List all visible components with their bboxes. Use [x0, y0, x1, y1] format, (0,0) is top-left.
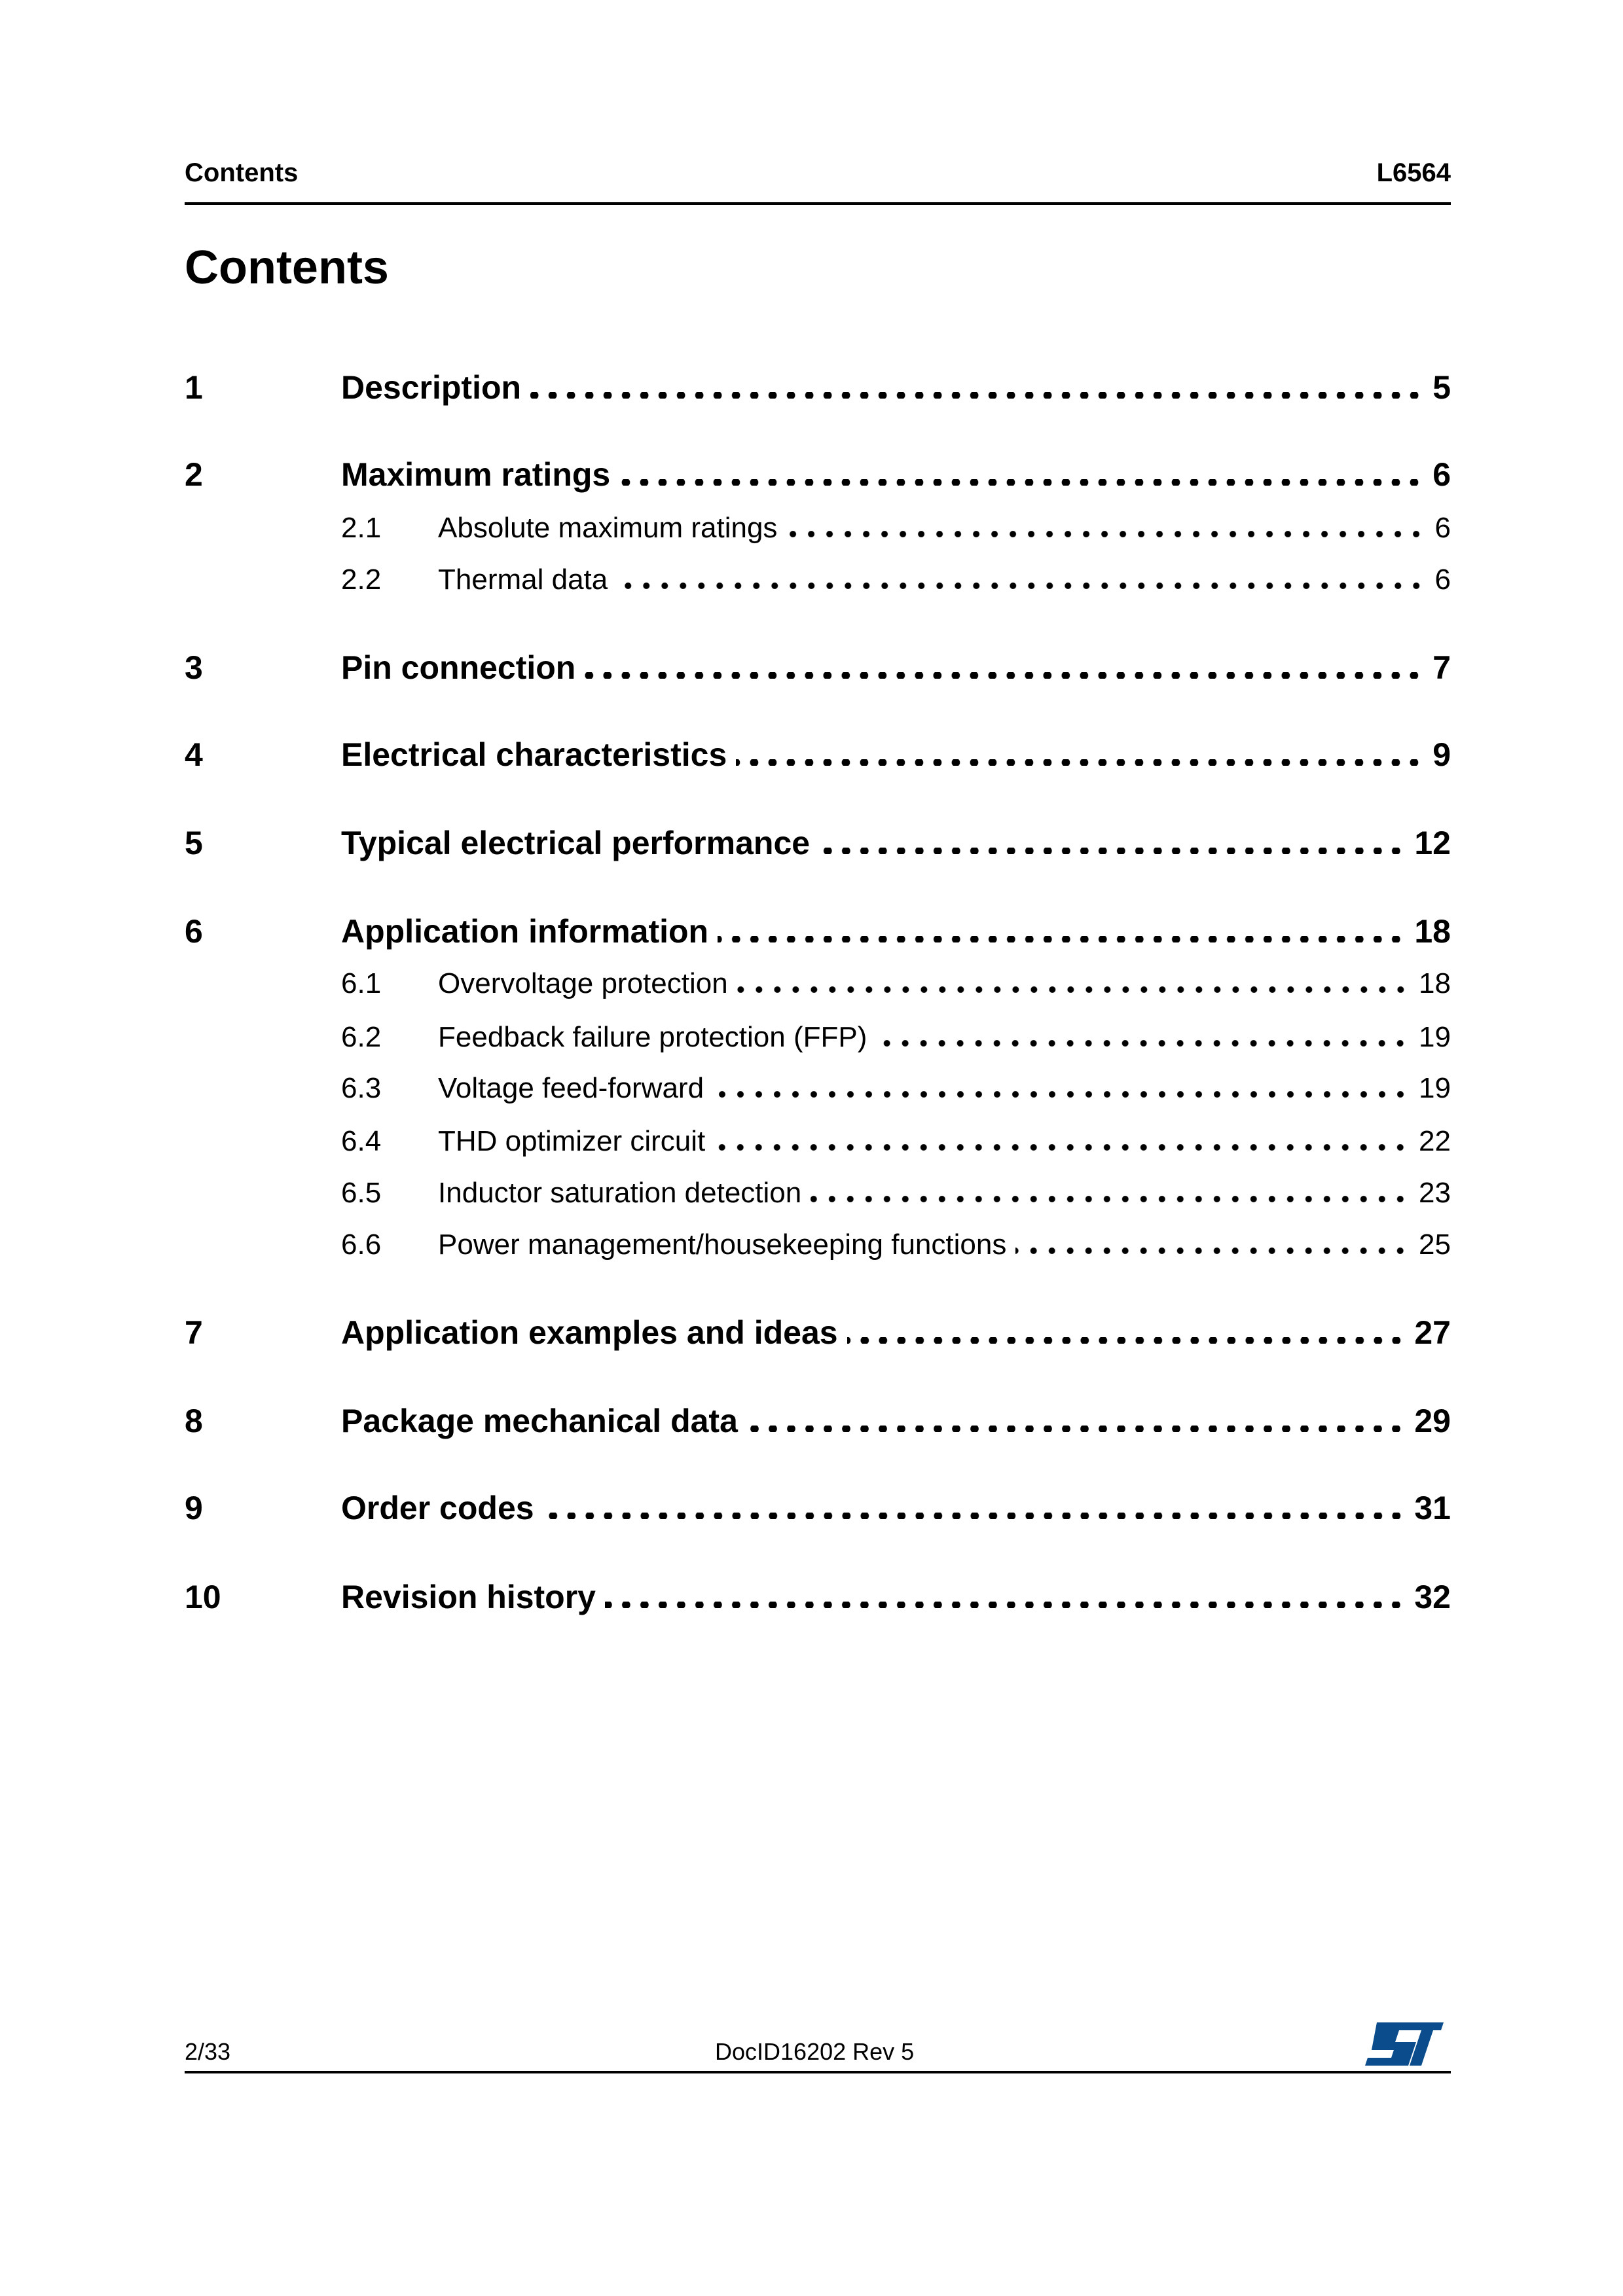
toc-entry-page[interactable]: 22: [1419, 1125, 1451, 1157]
page-number: 2/33: [185, 2038, 231, 2065]
toc-entry-page[interactable]: 29: [1414, 1403, 1451, 1439]
toc-entry-page[interactable]: 19: [1419, 1021, 1451, 1053]
toc-entry-title[interactable]: Application examples and ideas: [341, 1314, 838, 1351]
toc-entry-title[interactable]: Pin connection: [341, 649, 576, 686]
toc-entry-title[interactable]: Typical electrical performance: [341, 825, 811, 861]
toc-entry-title[interactable]: Feedback failure protection (FFP): [438, 1021, 867, 1053]
dot-leader: [786, 531, 1425, 537]
footer-rule: [185, 2071, 1451, 2073]
toc-entry[interactable]: [185, 368, 1451, 406]
toc-entry[interactable]: [185, 1021, 1451, 1054]
header-rule: [185, 202, 1451, 205]
toc-entry-number: 8: [185, 1403, 203, 1439]
toc-entry-title[interactable]: Order codes: [341, 1490, 534, 1526]
toc-entry-page[interactable]: 12: [1414, 825, 1451, 861]
toc-entry-title[interactable]: Package mechanical data: [341, 1403, 738, 1439]
toc-entry[interactable]: [185, 967, 1451, 1000]
toc-entry[interactable]: [185, 1072, 1451, 1105]
toc-entry-number: 10: [185, 1579, 221, 1615]
toc-entry-number: 2.1: [341, 512, 382, 544]
toc-entry-title[interactable]: Inductor saturation detection: [438, 1177, 802, 1209]
toc-entry[interactable]: [185, 1177, 1451, 1210]
toc-entry-page[interactable]: 32: [1414, 1579, 1451, 1615]
dot-leader: [543, 1513, 1406, 1519]
toc-entry-page[interactable]: 23: [1419, 1177, 1451, 1209]
toc-entry-title[interactable]: THD optimizer circuit: [438, 1125, 706, 1157]
toc-entry[interactable]: [185, 1489, 1451, 1527]
toc-entry-number: 6.6: [341, 1229, 382, 1261]
toc-entry-title[interactable]: Absolute maximum ratings: [438, 512, 778, 544]
toc-entry-page[interactable]: 7: [1432, 649, 1451, 686]
toc-entry-number: 3: [185, 649, 203, 686]
toc-entry-title[interactable]: Voltage feed-forward: [438, 1072, 704, 1104]
toc-entry[interactable]: [185, 736, 1451, 774]
toc-entry-page[interactable]: 6: [1432, 456, 1451, 493]
toc-entry-number: 6.4: [341, 1125, 382, 1157]
header-section: Contents: [185, 158, 299, 187]
toc-entry-number: 6.3: [341, 1072, 382, 1104]
toc-entry-title[interactable]: Electrical characteristics: [341, 736, 727, 773]
toc-entry-title[interactable]: Thermal data: [438, 564, 608, 596]
dot-leader: [714, 1144, 1410, 1151]
toc-entry[interactable]: [185, 824, 1451, 862]
toc-entry-page[interactable]: 31: [1414, 1490, 1451, 1526]
dot-leader: [585, 672, 1423, 679]
toc-entry-page[interactable]: 6: [1434, 564, 1451, 596]
dot-leader: [713, 1091, 1410, 1098]
toc-entry-title[interactable]: Overvoltage protection: [438, 967, 728, 999]
toc-entry-number: 5: [185, 825, 203, 861]
toc-entry-number: 2: [185, 456, 203, 493]
dot-leader: [619, 479, 1423, 486]
toc-entry[interactable]: [185, 649, 1451, 687]
toc-entry-title[interactable]: Application information: [341, 913, 709, 950]
toc-entry-title[interactable]: Power management/housekeeping functions: [438, 1229, 1007, 1261]
page-title: Contents: [185, 242, 389, 294]
toc-entry-number: 6: [185, 913, 203, 950]
toc-entry-number: 7: [185, 1314, 203, 1351]
toc-entry-page[interactable]: 6: [1434, 512, 1451, 544]
toc-entry[interactable]: [185, 564, 1451, 596]
toc-entry[interactable]: [185, 1314, 1451, 1352]
toc-entry-number: 1: [185, 369, 203, 406]
toc-entry[interactable]: [185, 1229, 1451, 1261]
toc-entry-page[interactable]: 19: [1419, 1072, 1451, 1104]
dot-leader: [605, 1602, 1405, 1608]
dot-leader: [847, 1337, 1406, 1344]
doc-id: DocID16202 Rev 5: [715, 2038, 915, 2065]
toc-entry-page[interactable]: 9: [1432, 736, 1451, 773]
toc-entry-page[interactable]: 5: [1432, 369, 1451, 406]
toc-entry-title[interactable]: Maximum ratings: [341, 456, 611, 493]
dot-leader: [530, 392, 1423, 399]
toc-entry-number: 4: [185, 736, 203, 773]
dot-leader: [736, 759, 1423, 766]
dot-leader: [819, 848, 1405, 854]
st-logo: [1365, 2022, 1444, 2066]
toc-entry-page[interactable]: 18: [1419, 967, 1451, 999]
toc-entry-number: 9: [185, 1490, 203, 1526]
toc-entry-page[interactable]: 27: [1414, 1314, 1451, 1351]
toc-entry-page[interactable]: 25: [1419, 1229, 1451, 1261]
toc-entry-number: 6.1: [341, 967, 382, 999]
toc-entry-number: 6.2: [341, 1021, 382, 1053]
toc-entry[interactable]: [185, 512, 1451, 545]
toc-entry-number: 2.2: [341, 564, 382, 596]
dot-leader: [1015, 1247, 1410, 1254]
dot-leader: [737, 986, 1410, 993]
toc-entry[interactable]: [185, 456, 1451, 493]
dot-leader: [811, 1196, 1410, 1202]
toc-entry[interactable]: [185, 1578, 1451, 1616]
toc-entry-title[interactable]: Description: [341, 369, 522, 406]
dot-leader: [876, 1040, 1410, 1047]
dot-leader: [718, 936, 1405, 942]
toc-entry[interactable]: [185, 1402, 1451, 1440]
dot-leader: [747, 1426, 1405, 1432]
toc-entry-page[interactable]: 18: [1414, 913, 1451, 950]
toc-entry-number: 6.5: [341, 1177, 382, 1209]
toc-entry[interactable]: [185, 912, 1451, 950]
toc-entry-title[interactable]: Revision history: [341, 1579, 596, 1615]
header-part-number: L6564: [1376, 158, 1451, 187]
toc-entry[interactable]: [185, 1125, 1451, 1158]
dot-leader: [617, 583, 1425, 589]
